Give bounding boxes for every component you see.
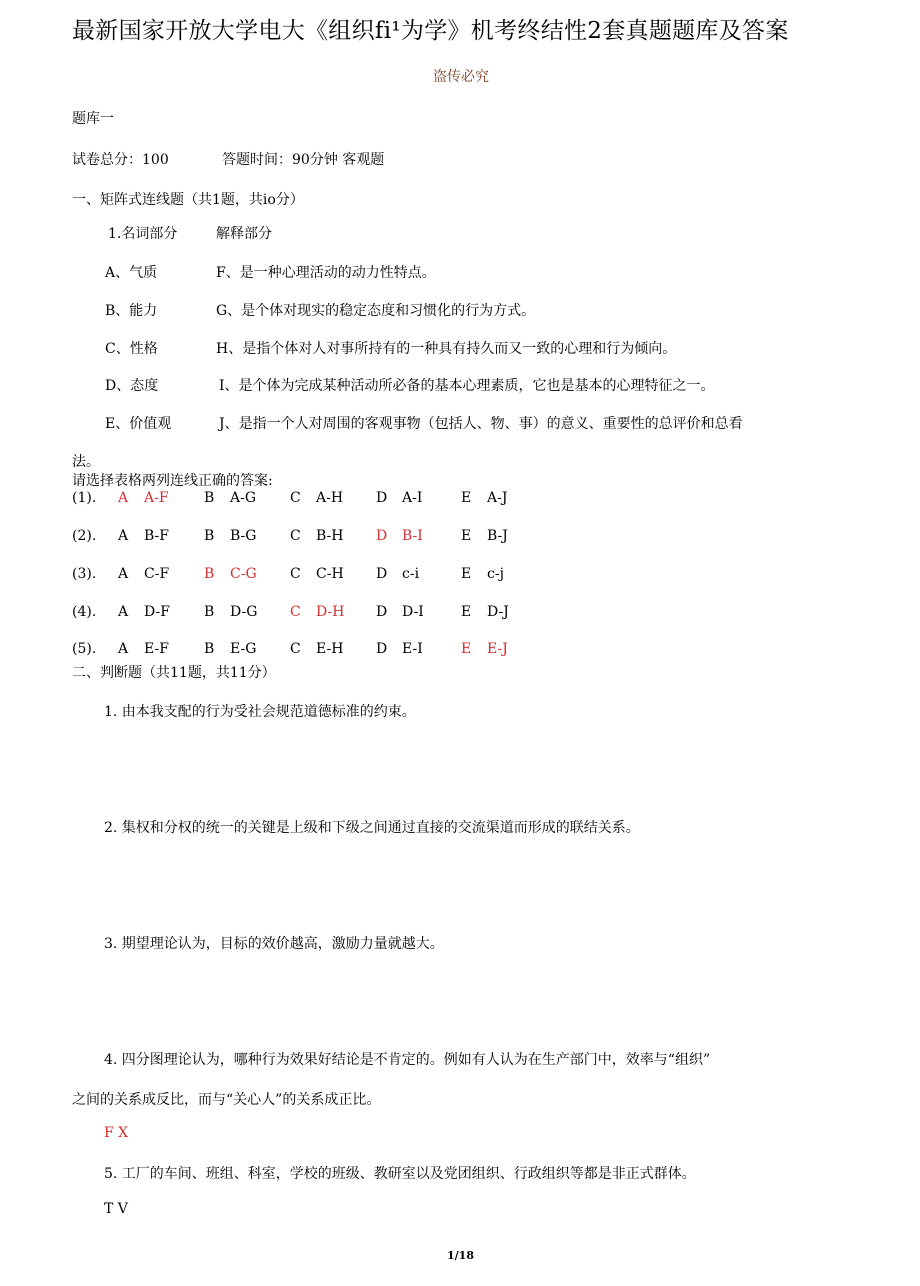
- column-explain-header: 解释部分: [216, 226, 272, 242]
- option-row-2-choice-d-value: B-I: [402, 528, 423, 544]
- option-row-1-choice-d-letter: D: [376, 490, 388, 506]
- column-terms-header: 1.名词部分: [108, 226, 178, 242]
- option-row-4-choice-e-value: D-J: [487, 604, 509, 620]
- desc-i: I、是个体为完成某种活动所必备的基本心理素质，它也是基本的心理特征之一。: [219, 378, 715, 394]
- desc-f: F、是一种心理活动的动力性特点。: [216, 265, 436, 281]
- option-row-3-choice-a-letter: A: [118, 566, 129, 582]
- option-row-2-choice-a-value: B-F: [144, 528, 169, 544]
- option-row-4-choice-b-letter: B: [204, 604, 215, 620]
- question-4: 4. 四分图理论认为，哪种行为效果好结论是不肯定的。例如有人认为在生产部门中，效率与“组织”: [104, 1052, 711, 1068]
- option-row-5-choice-c-letter: C: [290, 641, 301, 657]
- option-row-1-choice-a-letter: A: [118, 490, 129, 506]
- option-row-2-choice-e-value: B-J: [487, 528, 508, 544]
- option-row-3-choice-c-value: C-H: [316, 566, 344, 582]
- document-subtitle: 盗传必究: [433, 69, 489, 85]
- question-4-answer: F X: [104, 1125, 129, 1141]
- option-row-5-choice-d-value: E-I: [402, 641, 423, 657]
- option-row-4-choice-d-letter: D: [376, 604, 388, 620]
- option-row-5-choice-d-letter: D: [376, 641, 388, 657]
- option-row-3-choice-c-letter: C: [290, 566, 301, 582]
- question-5-answer: T V: [104, 1201, 128, 1217]
- option-row-1-choice-e-value: A-J: [487, 490, 508, 506]
- term-a: A、气质: [105, 265, 158, 281]
- option-row-5-choice-c-value: E-H: [316, 641, 344, 657]
- option-row-4-choice-c-letter: C: [290, 604, 301, 620]
- desc-h: H、是指个体对人对事所持有的一种具有持久而又一致的心理和行为倾向。: [216, 341, 677, 357]
- section2-heading: 二、判断题（共11题，共11分）: [72, 665, 276, 681]
- option-row-2-choice-e-letter: E: [461, 528, 472, 544]
- option-row-5-choice-a-value: E-F: [144, 641, 169, 657]
- question-2: 2. 集权和分权的统一的关键是上级和下级之间通过直接的交流渠道而形成的联结关系。: [104, 820, 640, 836]
- option-row-5-choice-b-value: E-G: [230, 641, 257, 657]
- question-1: 1. 由本我支配的行为受社会规范道德标准的约束。: [104, 704, 416, 720]
- term-b: B、能力: [105, 303, 158, 319]
- option-row-2-choice-b-value: B-G: [230, 528, 257, 544]
- option-row-3-choice-d-letter: D: [376, 566, 388, 582]
- term-d: D、态度: [105, 378, 159, 394]
- option-row-5-choice-e-letter: E: [461, 641, 472, 657]
- option-row-3-number: (3).: [72, 566, 97, 582]
- option-row-1-choice-b-letter: B: [204, 490, 215, 506]
- option-row-4-choice-c-value: D-H: [316, 604, 345, 620]
- option-row-3-choice-e-value: c-j: [487, 566, 504, 582]
- question-5: 5. 工厂的车间、班组、科室，学校的班级、教研室以及党团组织、行政组织等都是非正式群体。: [104, 1166, 696, 1182]
- question-3: 3. 期望理论认为，目标的效价越高，激励力量就越大。: [104, 936, 444, 952]
- option-row-5-choice-a-letter: A: [118, 641, 129, 657]
- option-row-4-choice-e-letter: E: [461, 604, 472, 620]
- desc-g: G、是个体对现实的稳定态度和习惯化的行为方式。: [216, 303, 536, 319]
- desc-j-wrap: 法。: [72, 454, 100, 470]
- option-row-1-number: (1).: [72, 490, 97, 506]
- exam-total-score: 试卷总分：100: [72, 152, 169, 168]
- option-row-5-choice-b-letter: B: [204, 641, 215, 657]
- option-row-1-choice-e-letter: E: [461, 490, 472, 506]
- option-row-1-choice-c-letter: C: [290, 490, 301, 506]
- option-row-3-choice-b-value: C-G: [230, 566, 257, 582]
- option-row-3-choice-d-value: c-i: [402, 566, 420, 582]
- option-row-1-choice-c-value: A-H: [316, 490, 344, 506]
- option-row-3-choice-e-letter: E: [461, 566, 472, 582]
- page-number: 1/18: [447, 1249, 474, 1262]
- matching-prompt: 请选择表格两列连线正确的答案:: [72, 473, 273, 489]
- option-row-2-choice-d-letter: D: [376, 528, 388, 544]
- option-row-2-choice-b-letter: B: [204, 528, 215, 544]
- option-row-1-choice-a-value: A-F: [144, 490, 169, 506]
- bank-label: 题库一: [72, 111, 114, 127]
- question-4-continued: 之间的关系成反比，而与“关心人”的关系成正比。: [72, 1092, 381, 1108]
- term-c: C、性格: [105, 341, 158, 357]
- option-row-3-choice-a-value: C-F: [144, 566, 170, 582]
- option-row-1-choice-d-value: A-I: [402, 490, 423, 506]
- option-row-2-number: (2).: [72, 528, 97, 544]
- option-row-1-choice-b-value: A-G: [230, 490, 257, 506]
- option-row-2-choice-c-value: B-H: [316, 528, 344, 544]
- option-row-5-choice-e-value: E-J: [487, 641, 508, 657]
- option-row-3-choice-b-letter: B: [204, 566, 215, 582]
- option-row-2-choice-a-letter: A: [118, 528, 129, 544]
- option-row-4-choice-a-value: D-F: [144, 604, 170, 620]
- section1-heading: 一、矩阵式连线题（共1题，共io分）: [72, 192, 304, 208]
- option-row-4-choice-a-letter: A: [118, 604, 129, 620]
- option-row-4-number: (4).: [72, 604, 97, 620]
- option-row-4-choice-d-value: D-I: [402, 604, 424, 620]
- document-title: 最新国家开放大学电大《组织fi¹为学》机考终结性2套真题题库及答案: [72, 18, 789, 44]
- option-row-4-choice-b-value: D-G: [230, 604, 258, 620]
- desc-j: J、是指一个人对周围的客观事物（包括人、物、事）的意义、重要性的总评价和总看: [219, 416, 743, 432]
- exam-time: 答题时间：90分钟 客观题: [222, 152, 385, 168]
- option-row-5-number: (5).: [72, 641, 97, 657]
- option-row-2-choice-c-letter: C: [290, 528, 301, 544]
- term-e: E、价值观: [105, 416, 172, 432]
